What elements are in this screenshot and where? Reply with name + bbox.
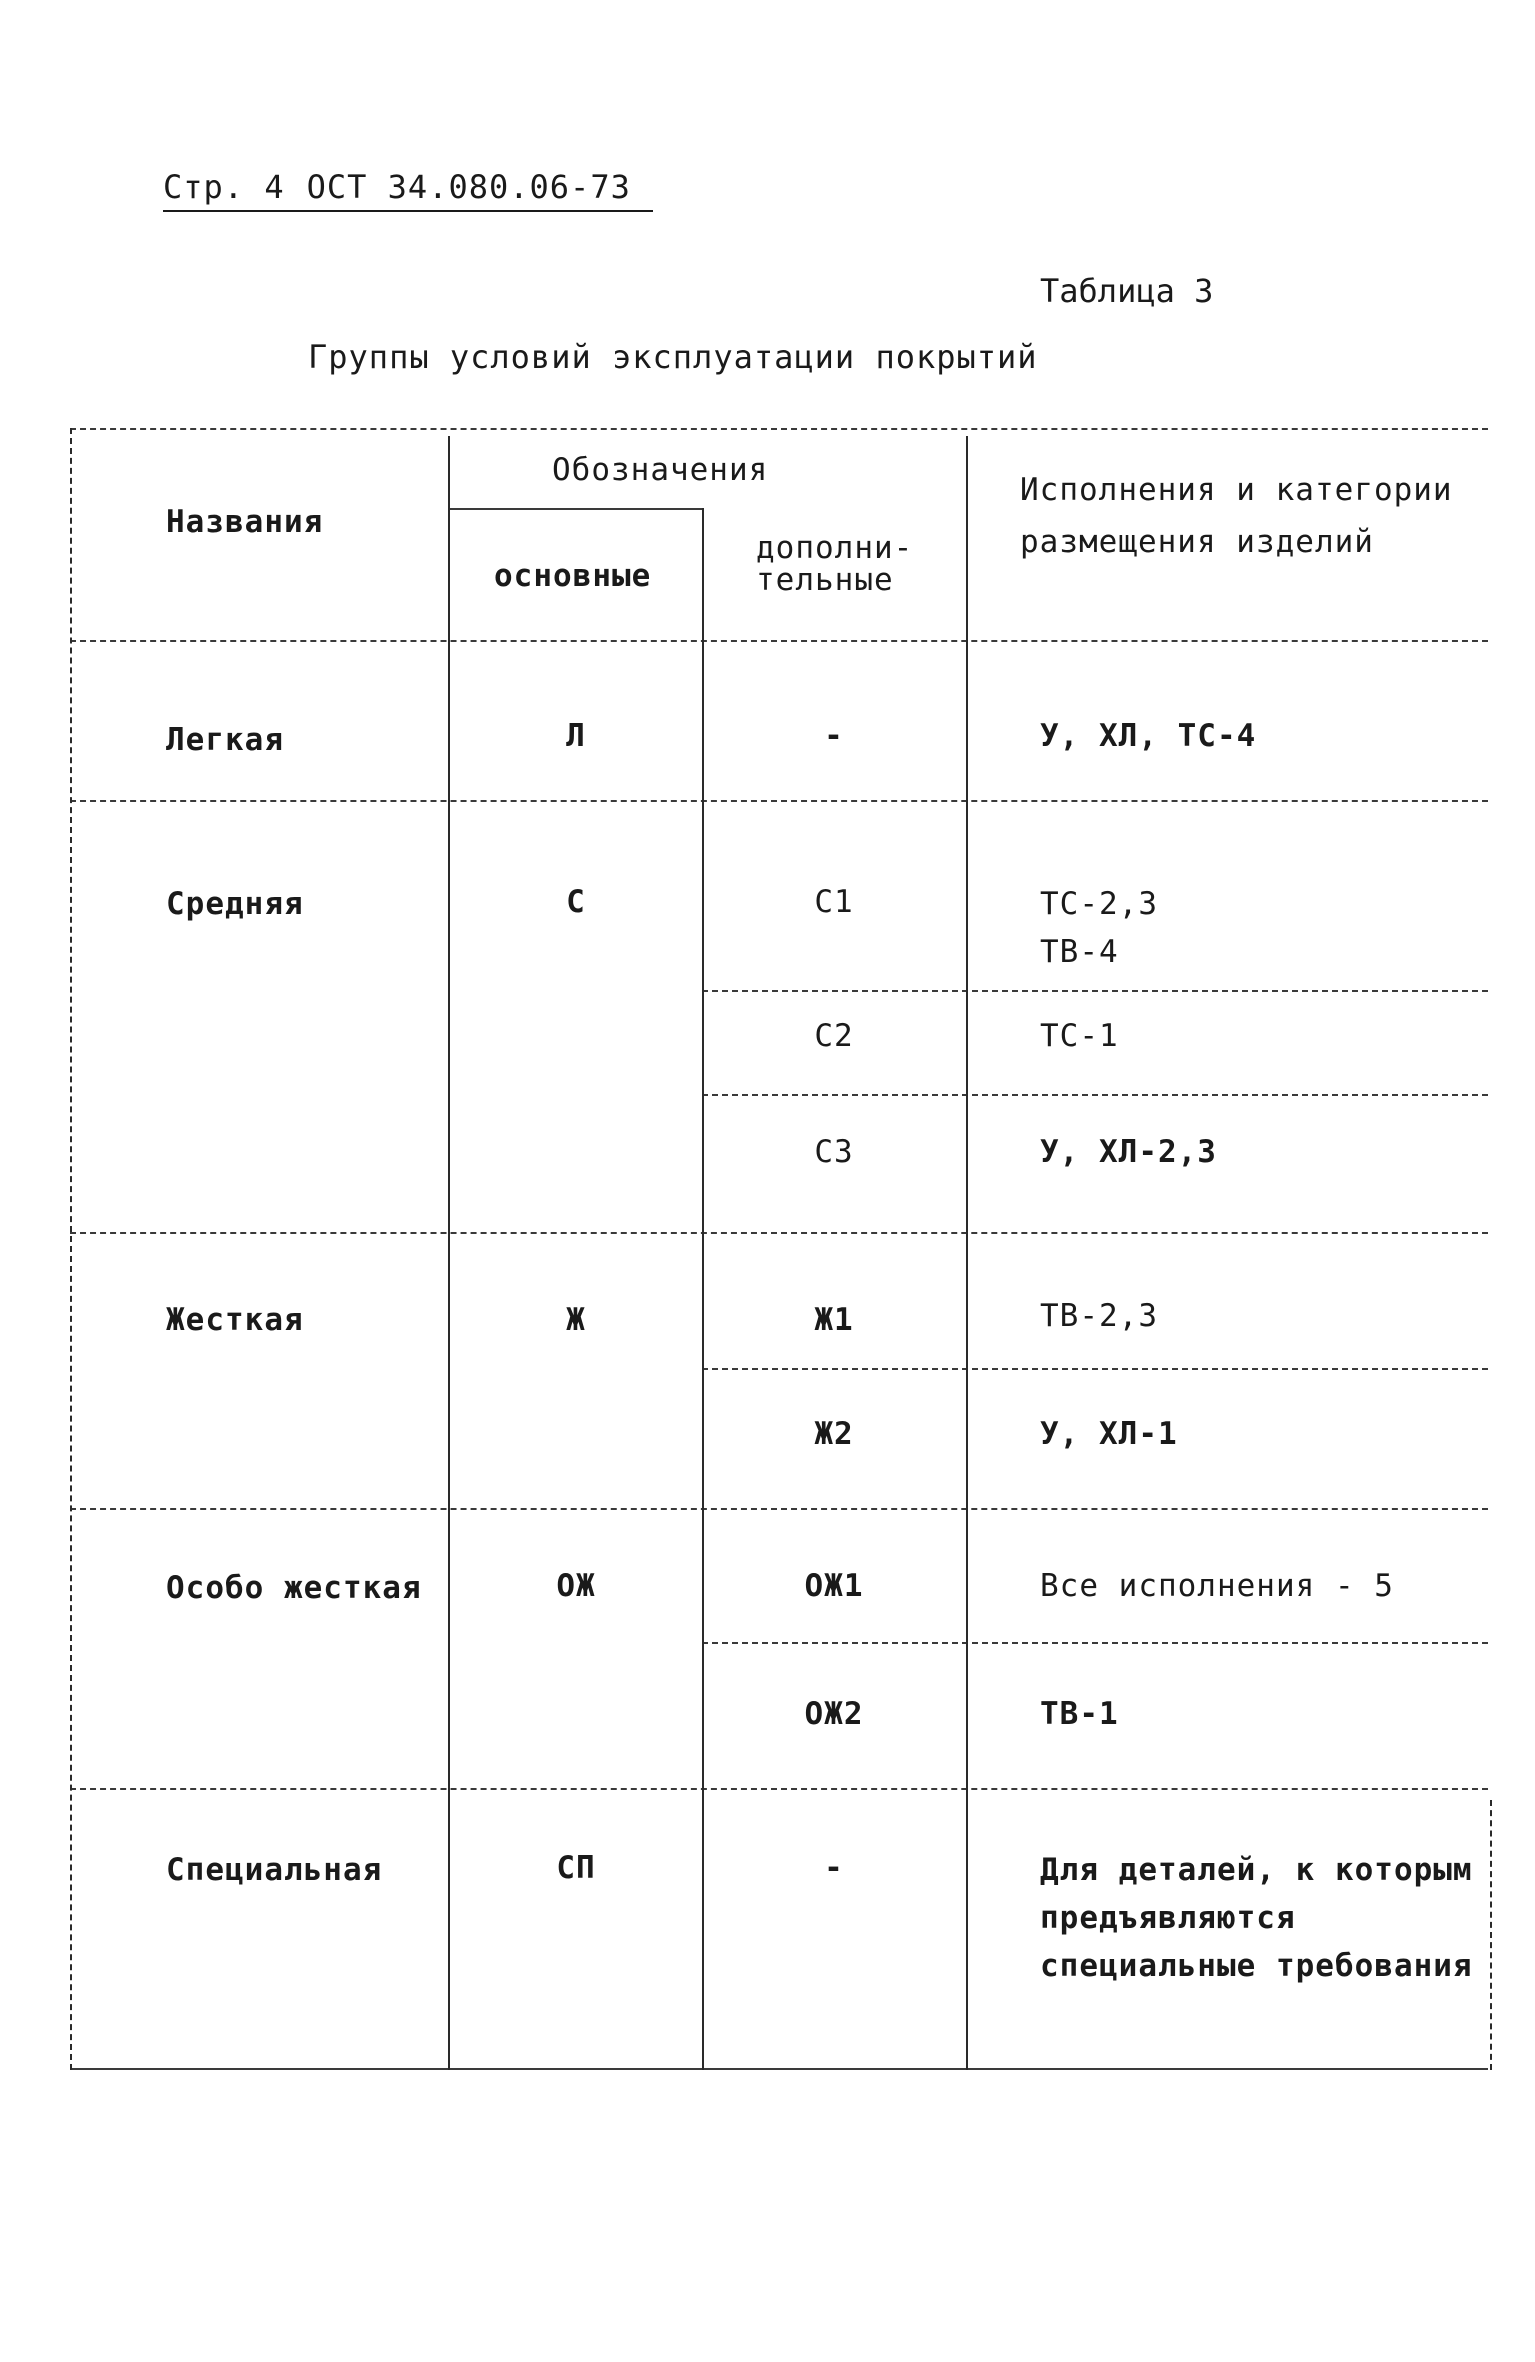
row-divider [70, 1232, 1488, 1234]
row-additional: Ж1 [814, 1302, 854, 1338]
row-name: Специальная [166, 1852, 383, 1888]
row-basic: СП [556, 1850, 596, 1886]
row-divider [70, 1788, 1488, 1790]
table-left-border [70, 428, 72, 2070]
row-additional: С2 [814, 1018, 854, 1054]
row-additional: С3 [814, 1134, 854, 1170]
row-name: Особо жесткая [166, 1570, 422, 1606]
row-basic: Л [566, 718, 586, 754]
header-basic: основные [494, 558, 652, 594]
column-divider [966, 436, 968, 2070]
row-divider [70, 1508, 1488, 1510]
subrow-divider [702, 1642, 1488, 1644]
row-execution: ТС-2,3 ТВ-4 [1040, 886, 1158, 970]
row-additional: ОЖ1 [804, 1568, 864, 1604]
row-additional: - [824, 1850, 844, 1886]
row-execution: ТВ-2,3 [1040, 1298, 1158, 1334]
row-name: Средняя [166, 886, 304, 922]
subrow-divider [702, 1094, 1488, 1096]
header-execution: Исполнения и категории размещения изделий [1020, 472, 1453, 560]
row-additional: С1 [814, 884, 854, 920]
row-basic: Ж [566, 1302, 586, 1338]
row-execution: У, ХЛ-1 [1040, 1416, 1178, 1452]
row-basic: С [566, 884, 586, 920]
row-execution: ТС-1 [1040, 1018, 1119, 1054]
table-label: Таблица 3 [1040, 272, 1214, 310]
standard-number: ОСТ 34.080.06-73 [306, 168, 631, 206]
row-execution: У, ХЛ-2,3 [1040, 1134, 1217, 1170]
table-bottom-border [70, 2068, 1488, 2070]
row-name: Легкая [166, 722, 284, 758]
row-execution: Для деталей, к которым предъявляются специальные требования [1040, 1852, 1473, 1984]
row-name: Жесткая [166, 1302, 304, 1338]
row-additional: Ж2 [814, 1416, 854, 1452]
row-divider [70, 800, 1488, 802]
header-names: Названия [166, 504, 324, 540]
row-additional: - [824, 718, 844, 754]
column-divider [448, 436, 450, 2070]
subrow-divider [702, 1368, 1488, 1370]
table-top-border [70, 428, 1488, 430]
subrow-divider [702, 990, 1488, 992]
page-number: Стр. 4 [163, 168, 285, 206]
row-execution: Все исполнения - 5 [1040, 1568, 1394, 1604]
header-additional: дополни- тельные [756, 530, 914, 598]
header-bottom-border [70, 640, 1488, 642]
designations-divider [448, 508, 704, 510]
table-title: Группы условий эксплуатации покрытий [308, 338, 1038, 376]
row-execution: ТВ-1 [1040, 1696, 1119, 1732]
header-designations: Обозначения [552, 452, 769, 488]
row-additional: ОЖ2 [804, 1696, 864, 1732]
row-execution: У, ХЛ, ТС-4 [1040, 718, 1257, 754]
row-basic: ОЖ [556, 1568, 596, 1604]
